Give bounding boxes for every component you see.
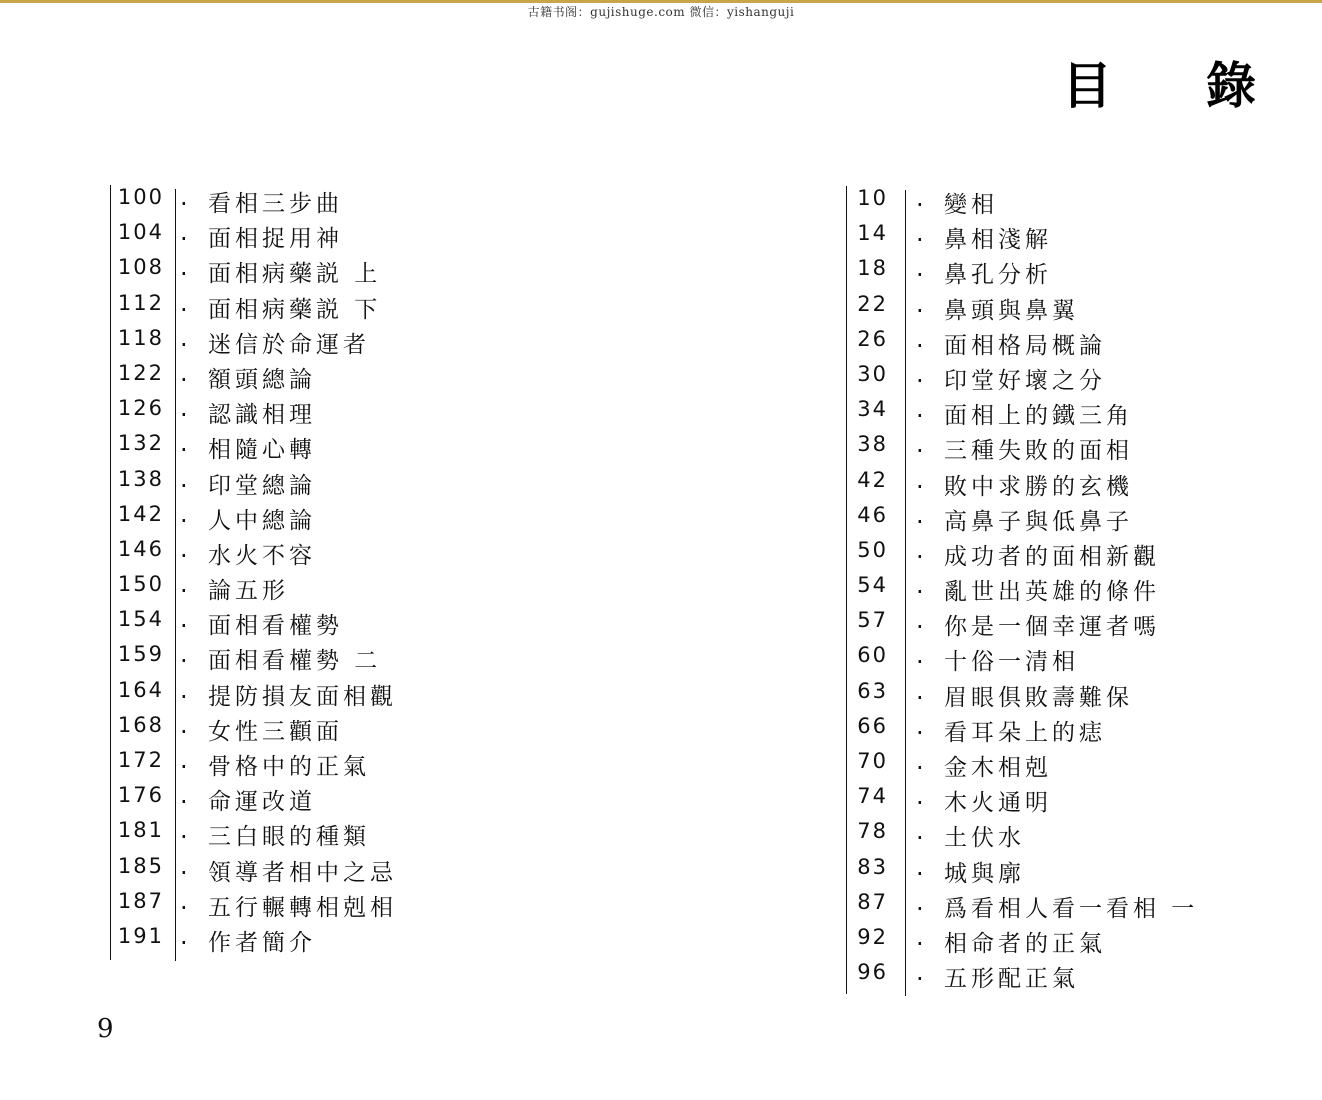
toc-page-number: 14 bbox=[857, 221, 888, 246]
toc-separator-dot: . bbox=[180, 921, 188, 950]
toc-page-number: 78 bbox=[857, 819, 888, 844]
toc-page-number: 191 bbox=[117, 923, 164, 948]
toc-entry-title: 敗中求勝的玄機 bbox=[944, 473, 1133, 500]
toc-page-number: 10 bbox=[857, 186, 888, 210]
toc-separator-dot: . bbox=[916, 676, 924, 705]
toc-entry-title: 相隨心轉 bbox=[208, 437, 316, 464]
toc-separator-dot: . bbox=[180, 851, 188, 880]
toc-entry-title: 十俗一清相 bbox=[944, 649, 1079, 676]
toc-separator-dot: . bbox=[180, 640, 188, 669]
toc-separator-dot: . bbox=[916, 922, 924, 951]
toc-entry-title: 土伏水 bbox=[944, 825, 1025, 852]
toc-page-number: 172 bbox=[117, 748, 164, 772]
toc-separator-dot: . bbox=[916, 254, 924, 283]
toc-page-number: 146 bbox=[117, 536, 164, 561]
toc-page-number: 168 bbox=[117, 712, 164, 737]
toc-entry-title: 五行輾轉相剋相 bbox=[208, 894, 397, 921]
toc-separator-dot: . bbox=[180, 253, 188, 282]
toc-separator-dot: . bbox=[180, 746, 188, 774]
toc-separator-dot: . bbox=[916, 324, 924, 353]
column-rule-middle bbox=[905, 190, 906, 996]
toc-page-number: 74 bbox=[857, 784, 888, 809]
toc-page-number: 164 bbox=[117, 677, 164, 702]
toc-separator-dot: . bbox=[916, 711, 924, 740]
toc-page-number: 92 bbox=[857, 924, 888, 949]
toc-page-number: 185 bbox=[117, 853, 164, 878]
toc-page-number: 112 bbox=[117, 290, 164, 315]
toc-entry-title: 提防損友面相觀 bbox=[208, 683, 397, 710]
toc-page-number: 66 bbox=[857, 713, 888, 738]
toc-page-number: 26 bbox=[857, 326, 888, 351]
toc-entry-title: 迷信於命運者 bbox=[208, 331, 370, 358]
toc-separator-dot: . bbox=[180, 781, 188, 810]
toc-entry-title: 印堂好壞之分 bbox=[944, 367, 1106, 394]
toc-entry-title: 面相上的鐵三角 bbox=[944, 403, 1133, 430]
column-rule-middle bbox=[175, 189, 176, 961]
toc-separator-dot: . bbox=[180, 675, 188, 704]
toc-entry-title: 三種失敗的面相 bbox=[944, 438, 1133, 465]
toc-page-number: 96 bbox=[857, 960, 888, 985]
toc-entry-title: 面相捉用神 bbox=[208, 226, 343, 253]
toc-separator-dot: . bbox=[916, 887, 924, 916]
toc-entry-title: 金木相剋 bbox=[944, 755, 1052, 781]
toc-entry-title: 面相格局概論 bbox=[944, 332, 1106, 359]
toc-separator-dot: . bbox=[916, 289, 924, 318]
toc-entry-title: 領導者相中之忌 bbox=[208, 859, 397, 886]
toc-page-number: 100 bbox=[117, 185, 164, 209]
toc-separator-dot: . bbox=[916, 500, 924, 529]
toc-page-number: 159 bbox=[117, 642, 164, 667]
toc-page-number: 118 bbox=[117, 325, 164, 350]
watermark: 古籍书阁：gujishuge.com 微信：yishanguji bbox=[527, 5, 795, 19]
toc-entry-title: 爲看相人看一看相 一 bbox=[944, 895, 1199, 922]
toc-separator-dot: . bbox=[180, 464, 188, 493]
toc-entry-title: 作者簡介 bbox=[208, 929, 316, 956]
page-title-char-1: 目 bbox=[1062, 57, 1112, 115]
toc-separator-dot: . bbox=[180, 886, 188, 915]
toc-page-number: 38 bbox=[857, 432, 888, 457]
toc-separator-dot: . bbox=[180, 429, 188, 458]
toc-page-number: 22 bbox=[857, 291, 888, 316]
toc-entry-title: 面相看權勢 bbox=[208, 613, 343, 640]
toc-separator-dot: . bbox=[916, 571, 924, 600]
toc-separator-dot: . bbox=[180, 605, 188, 634]
toc-separator-dot: . bbox=[916, 747, 924, 775]
toc-entry-title: 鼻相淺解 bbox=[944, 227, 1052, 254]
toc-separator-dot: . bbox=[916, 395, 924, 424]
page-number: 9 bbox=[97, 1014, 114, 1044]
toc-entry-title: 相命者的正氣 bbox=[944, 930, 1106, 957]
toc-page-number: 176 bbox=[117, 783, 164, 808]
toc-entry-title: 論五形 bbox=[208, 578, 289, 605]
page-title-char-2: 錄 bbox=[1206, 57, 1256, 115]
toc-separator-dot: . bbox=[916, 817, 924, 846]
toc-separator-dot: . bbox=[180, 358, 188, 387]
toc-separator-dot: . bbox=[916, 359, 924, 388]
toc-page-number: 18 bbox=[857, 256, 888, 281]
toc-entry-title: 你是一個幸運者嗎 bbox=[944, 614, 1160, 641]
toc-page-number: 126 bbox=[117, 396, 164, 421]
toc-separator-dot: . bbox=[180, 394, 188, 423]
toc-entry-title: 五形配正氣 bbox=[944, 966, 1079, 993]
toc-entry-title: 面相病藥説 上 bbox=[208, 261, 382, 288]
toc-page-number: 187 bbox=[117, 888, 164, 913]
toc-page-number: 181 bbox=[117, 818, 164, 843]
toc-page-number: 30 bbox=[857, 361, 888, 386]
toc-page-number: 122 bbox=[117, 360, 164, 385]
toc-separator-dot: . bbox=[180, 534, 188, 563]
toc-page-number: 154 bbox=[117, 607, 164, 632]
toc-entry-title: 面相看權勢 二 bbox=[208, 648, 382, 675]
toc-page-number: 63 bbox=[857, 678, 888, 703]
toc-separator-dot: . bbox=[916, 782, 924, 811]
toc-separator-dot: . bbox=[180, 570, 188, 599]
toc-page-number: 138 bbox=[117, 466, 164, 491]
toc-separator-dot: . bbox=[916, 641, 924, 670]
toc-page-number: 46 bbox=[857, 502, 888, 527]
toc-entry-title: 認識相理 bbox=[208, 402, 316, 429]
toc-entry-title: 成功者的面相新觀 bbox=[944, 543, 1160, 570]
toc-separator-dot: . bbox=[180, 218, 188, 247]
toc-page-number: 108 bbox=[117, 255, 164, 280]
toc-entry-title: 面相病藥説 下 bbox=[208, 296, 382, 323]
toc-separator-dot: . bbox=[180, 323, 188, 352]
toc-separator-dot: . bbox=[916, 219, 924, 248]
toc-entry-title: 三白眼的種類 bbox=[208, 824, 370, 851]
toc-entry-title: 印堂總論 bbox=[208, 472, 316, 499]
toc-entry-title: 水火不容 bbox=[208, 542, 316, 569]
toc-separator-dot: . bbox=[916, 852, 924, 881]
toc-entry-title: 女性三顴面 bbox=[208, 718, 343, 745]
toc-page-number: 34 bbox=[857, 397, 888, 422]
toc-separator-dot: . bbox=[180, 183, 188, 211]
toc-separator-dot: . bbox=[916, 465, 924, 494]
toc-page-number: 60 bbox=[857, 643, 888, 668]
toc-entry-title: 骨格中的正氣 bbox=[208, 754, 370, 780]
toc-entry-title: 額頭總論 bbox=[208, 366, 316, 393]
toc-page-number: 150 bbox=[117, 572, 164, 597]
toc-page-number: 42 bbox=[857, 467, 888, 492]
toc-entry-title: 城與廓 bbox=[944, 860, 1025, 887]
toc-separator-dot: . bbox=[916, 606, 924, 635]
toc-page-number: 54 bbox=[857, 573, 888, 598]
toc-separator-dot: . bbox=[180, 288, 188, 317]
toc-separator-dot: . bbox=[916, 535, 924, 564]
toc-separator-dot: . bbox=[916, 184, 924, 212]
toc-page-number: 57 bbox=[857, 608, 888, 633]
toc-entry-title: 看相三步曲 bbox=[208, 191, 343, 217]
toc-page-number: 142 bbox=[117, 501, 164, 526]
toc-separator-dot: . bbox=[180, 499, 188, 528]
toc-entry-title: 眉眼俱敗壽難保 bbox=[944, 684, 1133, 711]
toc-page-number: 132 bbox=[117, 431, 164, 456]
toc-entry-title: 亂世出英雄的條件 bbox=[944, 579, 1160, 606]
toc-page-number: 70 bbox=[857, 749, 888, 773]
toc-entry-title: 鼻孔分析 bbox=[944, 262, 1052, 289]
toc-separator-dot: . bbox=[916, 430, 924, 459]
toc-separator-dot: . bbox=[916, 958, 924, 987]
column-rule-left bbox=[110, 185, 111, 960]
toc-page-number: 50 bbox=[857, 537, 888, 562]
toc-separator-dot: . bbox=[180, 816, 188, 845]
toc-entry-title: 命運改道 bbox=[208, 789, 316, 816]
toc-entry-title: 人中總論 bbox=[208, 507, 316, 534]
toc-entry-title: 變相 bbox=[944, 192, 998, 218]
toc-page-number: 87 bbox=[857, 889, 888, 914]
toc-separator-dot: . bbox=[180, 710, 188, 739]
toc-page-number: 104 bbox=[117, 220, 164, 245]
toc-entry-title: 看耳朵上的痣 bbox=[944, 719, 1106, 746]
toc-entry-title: 木火通明 bbox=[944, 790, 1052, 817]
toc-entry-title: 鼻頭與鼻翼 bbox=[944, 297, 1079, 324]
toc-entry-title: 高鼻子與低鼻子 bbox=[944, 508, 1133, 535]
toc-page-number: 83 bbox=[857, 854, 888, 879]
